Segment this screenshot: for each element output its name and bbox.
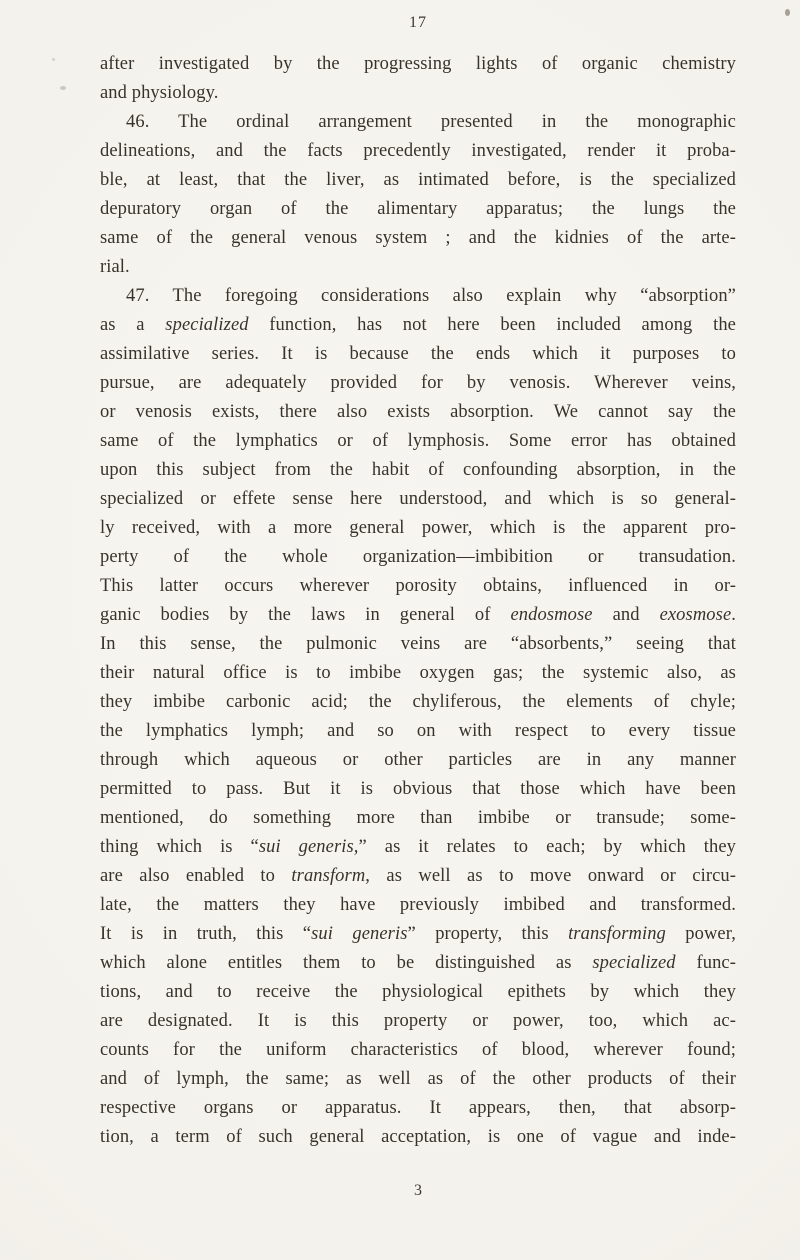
text-run: upon this subject from the habit of confounding absorption, in the [100,460,736,480]
italic-text-run: endosmose [510,605,593,625]
text-run: tions, and to receive the physiological epithets by which they [100,982,736,1002]
text-run: function, has not here been included among the [248,315,736,335]
text-line [100,978,736,1007]
body-text [100,50,736,1152]
text-run: It is in truth, this “ [100,924,312,944]
text-line [100,79,736,108]
text-run: 46. The ordinal arrangement presented in the monographic [126,112,736,132]
text-line [100,282,736,311]
text-run: as a [100,315,166,335]
text-line [100,891,736,920]
text-run: ganic bodies by the laws in general of [100,605,511,625]
text-line [100,1094,736,1123]
text-run: respective organs or apparatus. It appears, then, that absorp- [100,1098,736,1118]
text-run: through which aqueous or other particles are in any manner [100,750,736,770]
text-run: tion, a term of such general acceptation, is one of vague and inde- [100,1127,736,1147]
italic-text-run: specialized [592,953,676,973]
text-run: same of the lymphatics or of lymphosis. Some error has obtained [100,431,736,451]
text-line [100,1123,736,1152]
text-run: late, the matters they have previously imbibed and transformed. [100,895,736,915]
text-run: specialized or effete sense here understood, and which is so general- [100,489,736,509]
paragraph [100,108,736,282]
text-run: are designated. It is this property or power, too, which ac- [100,1011,736,1031]
text-run: permitted to pass. But it is obvious that those which have been [100,779,736,799]
text-line [100,514,736,543]
text-line [100,775,736,804]
text-line [100,717,736,746]
text-run: their natural office is to imbibe oxygen gas; the systemic also, as [100,663,736,683]
text-line [100,804,736,833]
text-run: ble, at least, that the liver, as intimated before, is the specialized [100,170,736,190]
text-line [100,108,736,137]
text-run: which alone entitles them to be distinguished as [100,953,593,973]
text-run: and of lymph, the same; as well as of the other products of their [100,1069,736,1089]
text-run: are also enabled to [100,866,292,886]
text-run: . [731,605,736,625]
text-run: 47. The foregoing considerations also explain why “absorption” [126,286,736,306]
signature-mark: 3 [414,1182,422,1199]
text-run: depuratory organ of the alimentary apparatus; the lungs the [100,199,736,219]
text-run: This latter occurs wherever porosity obtains, influenced in or- [100,576,736,596]
text-line [100,1007,736,1036]
text-run: counts for the uniform characteristics of blood, wherever found; [100,1040,736,1060]
text-line [100,485,736,514]
text-run: perty of the whole organization—imbibition or transudation. [100,547,736,567]
text-run: they imbibe carbonic acid; the chyliferous, the elements of chyle; [100,692,736,712]
paper-speck [785,9,790,16]
text-line [100,833,736,862]
text-line [100,543,736,572]
text-line [100,50,736,79]
text-line [100,601,736,630]
text-run: func- [675,953,736,973]
text-line [100,340,736,369]
text-run: same of the general venous system ; and the kidnies of the arte- [100,228,736,248]
text-run: or venosis exists, there also exists absorption. We cannot say the [100,402,736,422]
text-run: ” property, this [407,924,569,944]
text-line [100,369,736,398]
text-run: and [592,605,660,625]
text-line [100,949,736,978]
text-run: power, [665,924,736,944]
italic-text-run: transform [291,866,366,886]
text-line [100,920,736,949]
text-run: , as well as to move onward or circu- [365,866,737,886]
paragraph [100,282,736,1152]
text-run: after investigated by the progressing lights of organic chemistry [100,54,736,74]
text-line [100,166,736,195]
text-line [100,1065,736,1094]
text-line [100,572,736,601]
text-line [100,862,736,891]
text-run: mentioned, do something more than imbibe or transude; some- [100,808,736,828]
text-line [100,253,736,282]
italic-text-run: transforming [568,924,666,944]
text-run: ly received, with a more general power, which is the apparent pro- [100,518,736,538]
text-line [100,398,736,427]
text-run: assimilative series. It is because the ends which it purposes to [100,344,736,364]
text-line [100,427,736,456]
text-run: thing which is “ [100,837,259,857]
text-run: ” as it relates to each; by which they [358,837,736,857]
text-line [100,456,736,485]
text-line [100,195,736,224]
text-run: the lymphatics lymph; and so on with respect to every tissue [100,721,736,741]
paragraph [100,50,736,108]
paper-speck [52,58,55,61]
text-line [100,630,736,659]
text-run: delineations, and the facts precedently investigated, render it proba- [100,141,736,161]
paper-speck [60,86,66,90]
text-run: and physiology. [100,83,219,103]
text-line [100,224,736,253]
text-line [100,688,736,717]
text-run: rial. [100,257,130,277]
text-line [100,137,736,166]
text-line [100,311,736,340]
text-line [100,746,736,775]
italic-text-run: sui generis, [258,837,359,857]
italic-text-run: sui generis [311,924,408,944]
text-run: In this sense, the pulmonic veins are “absorbents,” seeing that [100,634,736,654]
page-number: 17 [409,14,427,31]
italic-text-run: exosmose [659,605,732,625]
italic-text-run: specialized [165,315,249,335]
text-line [100,659,736,688]
text-run: pursue, are adequately provided for by venosis. Wherever veins, [100,373,736,393]
text-line [100,1036,736,1065]
